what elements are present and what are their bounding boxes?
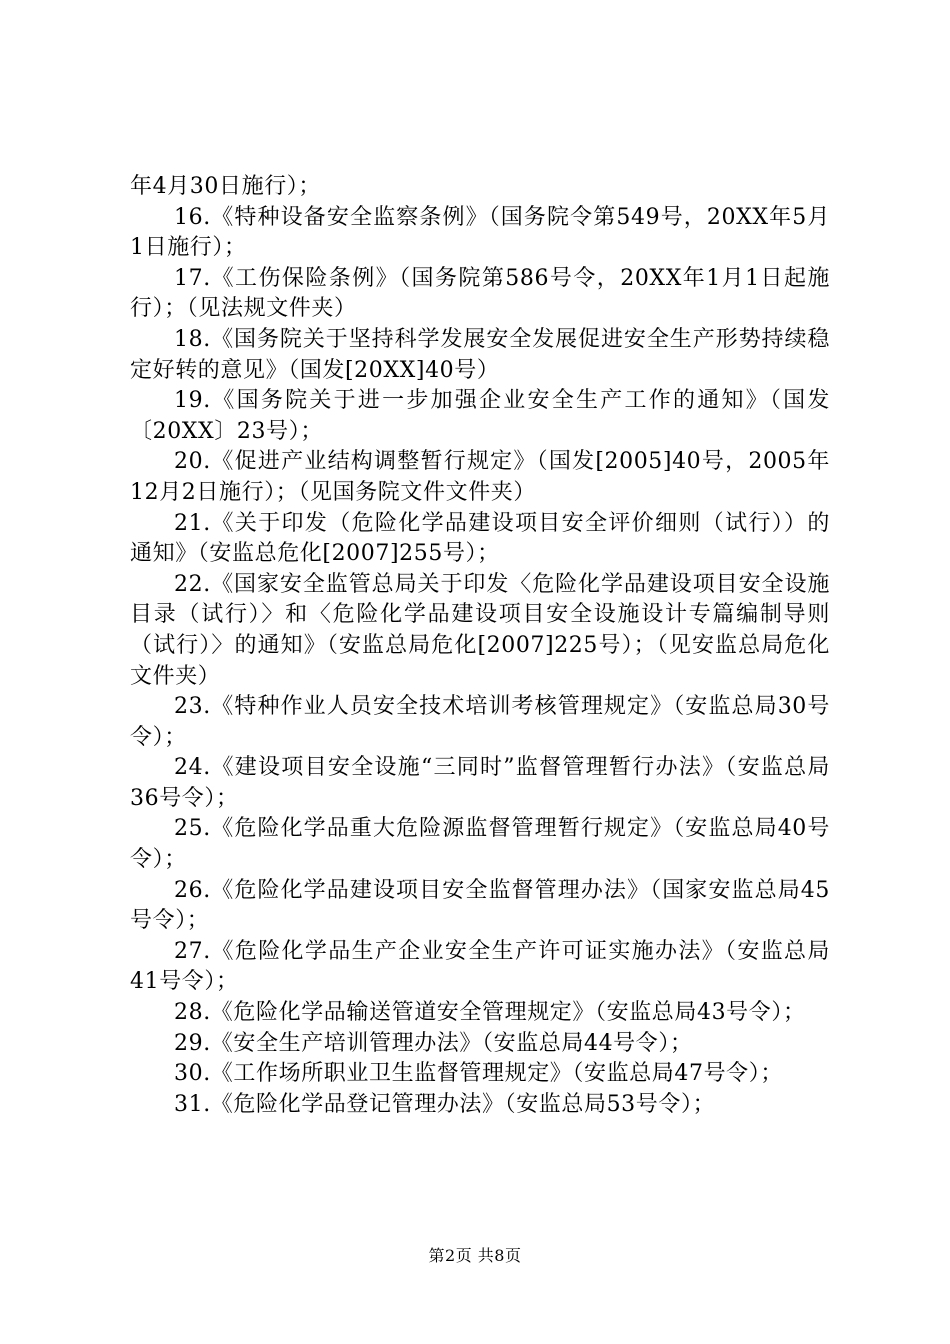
document-body bbox=[130, 172, 830, 1120]
paragraph-item-22: 22.《国家安全监管总局关于印发〈危险化学品建设项目安全设施目录（试行）〉和〈危险化学品建设项目安全设施设计专篇编制导则（试行）〉的通知》（安监总局危化[2007]225号）；（见安监总局危化文件夹） bbox=[130, 571, 830, 689]
paragraph-continued: 年4月30日施行）； bbox=[130, 174, 321, 199]
paragraph-item-21: 21.《关于印发（危险化学品建设项目安全评价细则（试行））的通知》（安监总危化[2007]255号）； bbox=[130, 510, 830, 567]
paragraph-item-19: 19.《国务院关于进一步加强企业安全生产工作的通知》（国发〔20XX〕23号）； bbox=[130, 388, 830, 444]
paragraph-item-26: 26.《危险化学品建设项目安全监督管理办法》（国家安监总局45号令）； bbox=[130, 877, 830, 934]
page-number-label: 第2页 共8页 bbox=[428, 1246, 522, 1265]
paragraph-item-24: 24.《建设项目安全设施“三同时”监督管理暂行办法》（安监总局36号令）； bbox=[130, 755, 830, 811]
paragraph-item-20: 20.《促进产业结构调整暂行规定》（国发[2005]40号，2005年12月2日施行）；（见国务院文件文件夹） bbox=[130, 449, 830, 505]
paragraph-item-30: 30.《工作场所职业卫生监督管理规定》（安监总局47号令）； bbox=[174, 1061, 783, 1087]
paragraph-item-18: 18.《国务院关于坚持科学发展安全发展促进安全生产形势持续稳定好转的意见》（国发[20XX]40号） bbox=[130, 326, 830, 383]
page-footer bbox=[0, 1243, 950, 1266]
paragraph-item-16: 16.《特种设备安全监察条例》（国务院令第549号，20XX年5月1日施行）； bbox=[130, 204, 830, 261]
paragraph-item-17: 17.《工伤保险条例》（国务院第586号令，20XX年1月1日起施行）；（见法规文件夹） bbox=[130, 265, 830, 322]
paragraph-item-27: 27.《危险化学品生产企业安全生产许可证实施办法》（安监总局41号令）； bbox=[130, 938, 830, 995]
paragraph-item-31: 31.《危险化学品登记管理办法》（安监总局53号令）； bbox=[174, 1091, 716, 1117]
paragraph-item-28: 28.《危险化学品输送管道安全管理规定》（安监总局43号令）； bbox=[174, 1000, 806, 1026]
paragraph-item-29: 29.《安全生产培训管理办法》（安监总局44号令）； bbox=[174, 1030, 693, 1056]
paragraph-item-25: 25.《危险化学品重大危险源监督管理暂行规定》（安监总局40号令）； bbox=[130, 816, 830, 873]
paragraph-item-23: 23.《特种作业人员安全技术培训考核管理规定》（安监总局30号令）； bbox=[130, 694, 830, 750]
